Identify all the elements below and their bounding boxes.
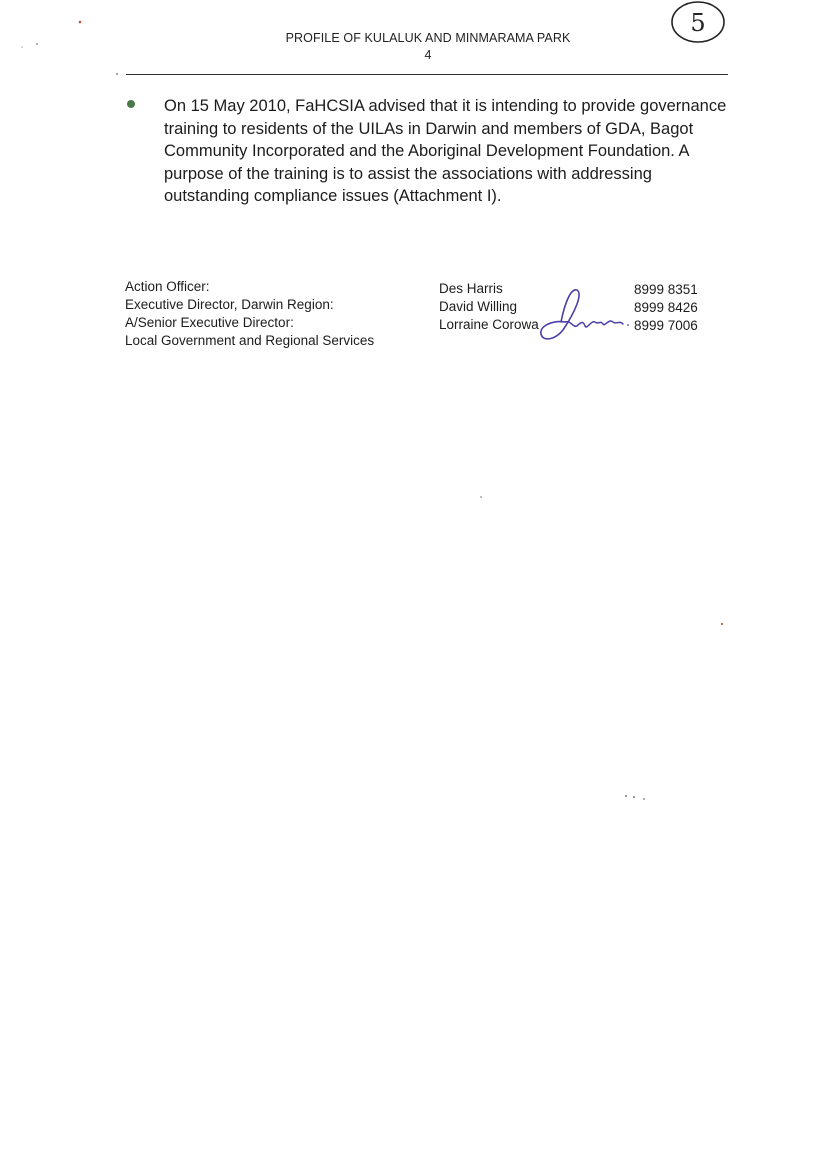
contact-name: Lorraine Corowa bbox=[439, 317, 539, 332]
contact-label: Executive Director, Darwin Region: bbox=[125, 297, 334, 312]
contact-label: A/Senior Executive Director: bbox=[125, 315, 294, 330]
page-number: 4 bbox=[424, 48, 432, 62]
page-stamp-number: 5 bbox=[690, 9, 706, 37]
contact-label: Local Government and Regional Services bbox=[125, 333, 375, 348]
contact-label: Action Officer: bbox=[125, 279, 210, 294]
contact-name: David Willing bbox=[439, 299, 518, 314]
page-header-title: PROFILE OF KULALUK AND MINMARAMA PARK bbox=[285, 31, 571, 45]
contact-name: Des Harris bbox=[439, 281, 503, 296]
contact-phone: 8999 7006 bbox=[634, 318, 698, 333]
contact-phone: 8999 8426 bbox=[634, 300, 698, 315]
bullet-paragraph: On 15 May 2010, FaHCSIA advised that it is intending to provide governance training to residents of the UILAs in Darwin and members of GDA, Bagot Community Incorporated and the Aboriginal Development Foundation. A purpose of the training is to assist the associations with addressing outstanding compliance issues (Attachment I). bbox=[164, 97, 727, 205]
contact-phone: 8999 8351 bbox=[634, 282, 698, 297]
